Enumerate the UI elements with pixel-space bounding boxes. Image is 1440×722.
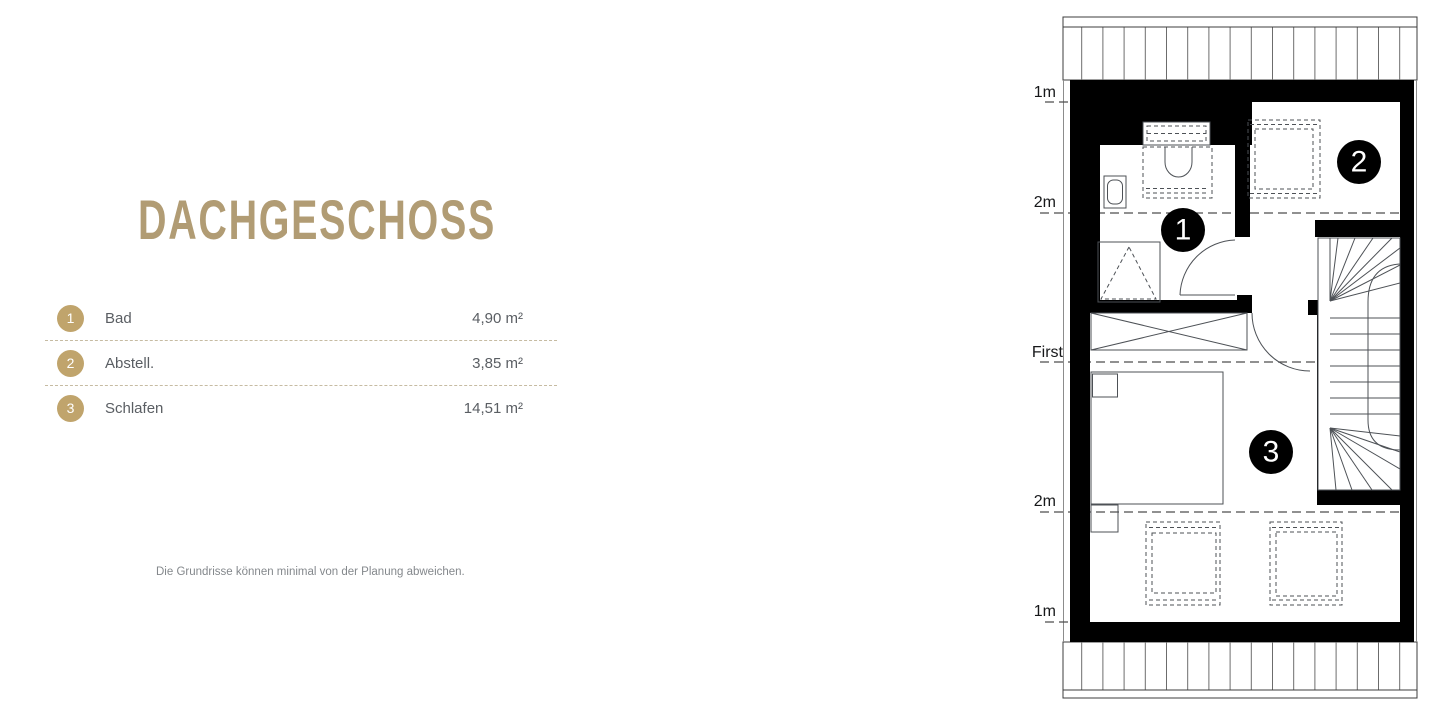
room-name: Schlafen — [105, 399, 164, 417]
dim-label-1m-top: 1m — [1033, 84, 1056, 101]
roof-hatch-top — [1063, 17, 1417, 80]
toilet — [1165, 147, 1192, 177]
page-title: DACHGESCHOSS — [138, 188, 496, 251]
room-number-badge: 3 — [57, 395, 84, 422]
room-number-badge: 1 — [57, 305, 84, 332]
skylight-right-outer — [1270, 522, 1342, 605]
room-area: 14,51 m² — [463, 399, 523, 417]
storage-dormer-inner — [1255, 129, 1313, 189]
wall-top-deep-right — [1210, 102, 1252, 145]
wall-room2-bottom — [1315, 220, 1414, 237]
storage-dormer-outer — [1248, 120, 1320, 198]
wall-bottom — [1070, 622, 1414, 642]
wall-stair-bottom — [1317, 490, 1407, 505]
bath-dormer-outline — [1143, 147, 1212, 198]
dim-label-2m-top: 2m — [1033, 194, 1056, 211]
room-marker-1-number: 1 — [1174, 213, 1192, 247]
room-marker-2-number: 2 — [1350, 145, 1368, 179]
skylight-left-inner — [1152, 533, 1216, 593]
dim-label-2m-bottom: 2m — [1033, 493, 1056, 510]
skylight-right-inner — [1276, 532, 1337, 596]
room-number-badge: 2 — [57, 350, 84, 377]
room-area: 4,90 m² — [472, 309, 523, 327]
room-name: Bad — [105, 309, 132, 327]
disclaimer-note: Die Grundrisse können minimal von der Planung abweichen. — [156, 566, 465, 578]
staircase — [1318, 238, 1400, 490]
wall-top — [1070, 80, 1414, 102]
wall-right — [1400, 80, 1414, 642]
wall-above-vanity — [1143, 102, 1210, 122]
room-name: Abstell. — [105, 354, 155, 372]
room-marker-3-number: 3 — [1262, 435, 1280, 469]
bedroom-furniture — [1091, 313, 1247, 532]
shower — [1098, 242, 1160, 302]
bed — [1091, 372, 1223, 504]
dim-label-1m-bottom: 1m — [1033, 603, 1056, 620]
roof-hatch-bottom — [1063, 642, 1417, 698]
dim-label-first: First — [1031, 344, 1063, 361]
dimension-labels — [1032, 84, 1064, 620]
room-area: 3,85 m² — [472, 354, 523, 372]
wall-left — [1070, 102, 1090, 642]
nightstand — [1091, 505, 1118, 532]
shower-triangle — [1101, 247, 1156, 299]
